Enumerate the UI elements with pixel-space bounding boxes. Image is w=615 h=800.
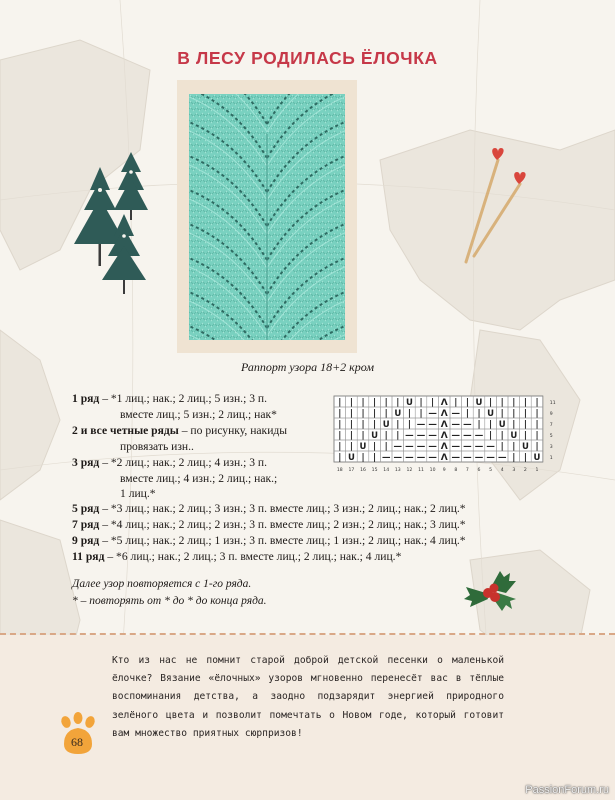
chart-symbol: |	[338, 441, 342, 452]
chart-symbol: |	[373, 441, 377, 452]
chart-symbol: |	[396, 430, 400, 441]
chart-column-number: 2	[523, 468, 527, 473]
chart-symbol: |	[500, 397, 504, 408]
instruction-label: 11 ряд	[72, 550, 105, 563]
instruction-text: провязать изн..	[120, 439, 194, 453]
chart-symbol: U	[394, 408, 402, 419]
heart-icon	[492, 148, 503, 160]
chart-row-number: 9	[549, 412, 553, 417]
chart-symbol: |	[384, 430, 388, 441]
chart-symbol: —	[393, 441, 403, 452]
chart-symbol: U	[510, 430, 518, 441]
chart-symbol: —	[451, 408, 461, 419]
chart-symbol: |	[373, 408, 377, 419]
chart-symbol: —	[416, 419, 426, 430]
instruction-line	[72, 423, 287, 439]
chart-symbol: |	[477, 419, 481, 430]
chart-symbol: —	[428, 430, 437, 441]
chart-column-number: 1	[535, 468, 539, 473]
chart-row-number: 1	[549, 456, 553, 461]
chart-symbol: —	[474, 452, 484, 463]
chart-symbol: |	[349, 397, 353, 408]
instruction-line	[72, 549, 401, 565]
chart-symbol: |	[361, 419, 365, 430]
chart-symbol: |	[489, 397, 493, 408]
instruction-line	[72, 501, 466, 517]
christmas-trees-illustration	[66, 152, 158, 297]
chart-row-number: 7	[549, 423, 553, 428]
chart-symbol: |	[349, 430, 353, 441]
instruction-text: 1 лиц.*	[120, 487, 156, 500]
chart-symbol: |	[396, 397, 400, 408]
chart-symbol: —	[428, 452, 437, 463]
instruction-row	[72, 423, 287, 454]
chart-symbol: U	[405, 397, 413, 408]
instruction-text: – *3 лиц.; нак.; 2 лиц.; 3 изн.; 3 п. вместе лиц.; 3 изн.; 2 лиц.; нак.; 2 лиц.*	[102, 502, 466, 515]
chart-symbol: Λ	[440, 452, 448, 463]
tree-icon	[114, 152, 148, 220]
instruction-line	[72, 407, 277, 423]
dashed-divider	[0, 633, 615, 635]
chart-symbol: —	[416, 452, 426, 463]
chart-symbol: —	[428, 419, 437, 430]
chart-symbol: —	[393, 452, 403, 463]
heart-icon	[514, 172, 525, 184]
chart-symbol: Λ	[440, 397, 448, 408]
chart-symbol: —	[463, 441, 472, 452]
chart-column-number: 16	[360, 468, 366, 473]
chart-column-number: 18	[336, 468, 343, 473]
chart-symbol: —	[463, 419, 472, 430]
chart-symbol: —	[486, 452, 495, 463]
chart-symbol: —	[497, 452, 507, 463]
chart-symbol: |	[431, 397, 435, 408]
chart-column-number: 7	[465, 468, 469, 473]
chart-symbol: —	[381, 452, 391, 463]
instruction-line	[72, 391, 277, 407]
chart-symbol: |	[535, 397, 539, 408]
instruction-text: – *2 лиц.; нак.; 2 лиц.; 4 изн.; 3 п.	[102, 456, 267, 469]
asterisk-note: * – повторять от * до * до конца ряда.	[72, 595, 267, 607]
chart-symbol: |	[454, 397, 458, 408]
chart-row-number: 3	[549, 445, 553, 450]
page-number: 68	[71, 735, 83, 749]
chart-symbol: U	[371, 430, 379, 441]
chart-symbol: |	[338, 430, 342, 441]
instruction-text: – *1 лиц.; нак.; 2 лиц.; 5 изн.; 3 п.	[102, 392, 267, 405]
instruction-line	[72, 486, 277, 502]
chart-symbol: |	[384, 408, 388, 419]
instruction-label: 9 ряд	[72, 534, 100, 547]
chart-symbol: |	[500, 430, 504, 441]
chart-symbol: |	[535, 441, 539, 452]
chart-symbol: |	[338, 419, 342, 430]
instruction-text: вместе лиц.; 4 изн.; 2 лиц.; нак.;	[120, 471, 278, 485]
chart-column-number: 8	[454, 468, 458, 473]
chart-symbol: |	[535, 408, 539, 419]
chart-symbol: |	[419, 408, 423, 419]
chart-symbol: |	[512, 452, 516, 463]
instruction-row	[72, 455, 277, 502]
knit-swatch-photo	[189, 94, 345, 340]
chart-symbol: Λ	[440, 408, 448, 419]
chart-symbol: U	[498, 419, 506, 430]
instruction-row	[72, 501, 466, 517]
chart-symbol: |	[523, 430, 527, 441]
chart-symbol: |	[465, 397, 469, 408]
chart-symbol: —	[474, 430, 484, 441]
chart-symbol: |	[349, 419, 353, 430]
chart-column-number: 13	[394, 468, 401, 473]
holly-berry-icon	[490, 592, 500, 602]
chart-column-number: 17	[348, 468, 355, 473]
instruction-label: 1 ряд	[72, 392, 100, 405]
instruction-line	[72, 455, 277, 471]
chart-column-number: 4	[500, 468, 504, 473]
instruction-text: – *6 лиц.; нак.; 2 лиц.; 3 п. вместе лиц.; 2 лиц.; нак.; 4 лиц.*	[107, 550, 402, 563]
chart-symbol: |	[489, 430, 493, 441]
instruction-row	[72, 533, 466, 549]
chart-symbol: —	[405, 452, 414, 463]
chart-symbol: |	[535, 430, 539, 441]
chart-symbol: Λ	[440, 441, 448, 452]
chart-column-number: 15	[371, 468, 378, 473]
chart-symbol: —	[428, 441, 437, 452]
instruction-label: 2 и все четные ряды	[72, 424, 179, 437]
chart-column-number: 3	[512, 468, 516, 473]
chart-symbol: U	[475, 397, 483, 408]
chart-symbol: U	[382, 419, 390, 430]
chart-column-number: 6	[477, 468, 481, 473]
chart-symbol: —	[486, 441, 495, 452]
chart-symbol: |	[349, 441, 353, 452]
chart-symbol: U	[533, 452, 541, 463]
instruction-line	[72, 439, 287, 455]
chart-symbol: |	[373, 419, 377, 430]
chart-symbol: |	[361, 397, 365, 408]
instruction-row	[72, 391, 277, 422]
chart-symbol: |	[500, 408, 504, 419]
chart-column-number: 9	[442, 468, 446, 473]
instruction-label: 7 ряд	[72, 518, 100, 531]
chart-symbol: —	[451, 452, 461, 463]
story-text: Кто из нас не помнит старой доброй детской песенки о маленькой ёлочке? Вязание «ёлочных» узоров мгновенно перенесёт вас в тёплые воспоминания детства, а заодно подзарядит энергией природного зелёного цвета и позволит помечтать о Новом годе, который готовит вам множество приятных сюрпризов!	[112, 655, 504, 739]
chart-symbol: |	[384, 441, 388, 452]
chart-symbol: |	[477, 408, 481, 419]
chart-symbol: —	[451, 419, 461, 430]
chart-symbol: |	[407, 419, 411, 430]
instruction-label: 3 ряд	[72, 456, 100, 469]
holly-illustration	[462, 567, 520, 617]
pattern-caption: Раппорт узора 18+2 кром	[241, 360, 374, 374]
chart-symbol: |	[349, 408, 353, 419]
chart-symbol: Λ	[440, 430, 448, 441]
chart-symbol: —	[428, 408, 437, 419]
chart-symbol: |	[407, 408, 411, 419]
instruction-text: – *5 лиц.; нак.; 2 лиц.; 1 изн.; 3 п. вместе лиц.; 1 изн.; 2 лиц.; нак.; 4 лиц.*	[102, 534, 466, 547]
chart-symbol: —	[463, 430, 472, 441]
chart-symbol: |	[512, 397, 516, 408]
chart-symbol: |	[361, 408, 365, 419]
instruction-text: вместе лиц.; 5 изн.; 2 лиц.; нак*	[120, 407, 277, 421]
chart-symbol: |	[361, 430, 365, 441]
chart-column-number: 12	[406, 468, 413, 473]
chart-symbol: |	[338, 452, 342, 463]
instruction-row	[72, 517, 466, 533]
chart-symbol: U	[521, 441, 529, 452]
chart-symbol: —	[474, 441, 484, 452]
instruction-line	[72, 533, 466, 549]
chart-symbol: |	[361, 452, 365, 463]
site-watermark: PassionForum.ru	[525, 784, 609, 796]
chart-symbol: |	[500, 441, 504, 452]
chart-symbol: |	[512, 441, 516, 452]
chart-symbol: —	[416, 430, 426, 441]
chart-row-number: 5	[549, 434, 553, 439]
chart-symbol: —	[405, 430, 414, 441]
instruction-line	[72, 471, 277, 487]
chart-symbol: |	[373, 452, 377, 463]
chart-column-number: 11	[418, 468, 424, 473]
chart-symbol: |	[512, 419, 516, 430]
chart-column-number: 14	[383, 468, 390, 473]
instruction-text: – *4 лиц.; нак.; 2 лиц.; 2 изн.; 3 п. вместе лиц.; 2 изн.; 2 лиц.; нак.; 3 лиц.*	[102, 518, 466, 531]
page-title: В ЛЕСУ РОДИЛАСЬ ЁЛОЧКА	[177, 48, 438, 68]
chart-symbol: |	[338, 408, 342, 419]
chart-symbol: |	[523, 452, 527, 463]
chart-symbol: |	[523, 397, 527, 408]
chart-symbol: U	[347, 452, 355, 463]
chart-symbol: Λ	[440, 419, 448, 430]
knitting-chart	[330, 392, 558, 482]
chart-symbol: —	[463, 452, 472, 463]
chart-symbol: U	[487, 408, 495, 419]
repeat-note: Далее узор повторяется с 1-го ряда.	[72, 578, 252, 590]
chart-column-number: 10	[429, 468, 436, 473]
knitting-needles-illustration	[458, 146, 530, 270]
chart-symbol: —	[405, 441, 414, 452]
chart-symbol: |	[419, 397, 423, 408]
chart-symbol: —	[416, 441, 426, 452]
chart-symbol: —	[451, 430, 461, 441]
chart-row-number: 11	[549, 401, 556, 406]
chart-column-number: 5	[489, 468, 493, 473]
holly-berry-icon	[490, 584, 499, 593]
chart-symbol: |	[396, 419, 400, 430]
knit-swatch-photo-frame	[177, 80, 357, 353]
chart-symbol: |	[512, 408, 516, 419]
chart-symbol: |	[489, 419, 493, 430]
chart-symbol: |	[465, 408, 469, 419]
chart-symbol: |	[384, 397, 388, 408]
chart-symbol: |	[338, 397, 342, 408]
chart-symbol: |	[523, 408, 527, 419]
chart-symbol: |	[535, 419, 539, 430]
instruction-line	[72, 517, 466, 533]
instruction-row	[72, 549, 401, 565]
chart-symbol: —	[451, 441, 461, 452]
instruction-label: 5 ряд	[72, 502, 100, 515]
instruction-text: – по рисунку, накиды	[181, 424, 288, 437]
chart-symbol: U	[359, 441, 367, 452]
chart-symbol: |	[373, 397, 377, 408]
chart-symbol: |	[523, 419, 527, 430]
